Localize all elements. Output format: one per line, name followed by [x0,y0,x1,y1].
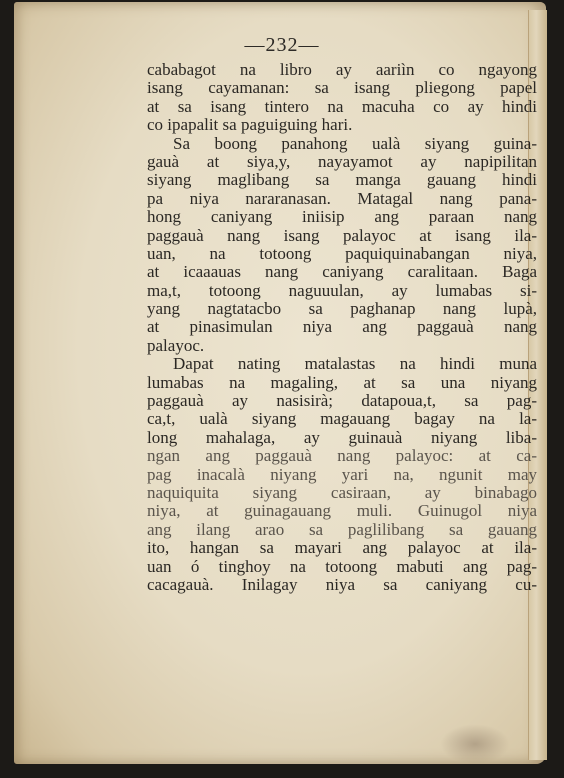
text-line: cacagauà. Inilagay niya sa caniyang cu- [147,574,537,594]
text-line: hong caniyang iniisip ang paraan nang [147,207,537,227]
text-line: pag inacalà niyang yari na, ngunit may [147,464,537,484]
text-line: at sa isang tintero na macuha co ay hindi [147,96,537,116]
text-line: lumabas na magaling, at sa una niyang [147,372,537,392]
text-line: palayoc. [147,335,205,355]
text-line: ito, hangan sa mayari ang palayoc at ila- [147,538,537,558]
text-line: uan, na totoong paquiquinabangan niya, [147,243,537,263]
text-line: paggauà nang isang palayoc at isang ila- [147,225,537,245]
text-line: co ipapalit sa paguiguing hari. [147,115,353,135]
text-line: ang ilang arao sa paglilibang sa gauang [147,519,537,539]
text-line: ma,t, totoong naguuulan, ay lumabas si- [147,280,537,300]
text-line: yang nagtatacbo sa paghanap nang lupà, [147,299,537,319]
text-line: at icaaauas nang caniyang caralitaan. Baga [147,262,537,282]
text-line: paggauà ay nasisirà; datapoua,t, sa pag- [147,391,537,411]
text-line: long mahalaga, ay guinauà niyang liba- [147,427,537,447]
text-line: gauà at siya,y, nayayamot ay napipilitan [147,151,537,171]
text-line: ca,t, ualà siyang magauang bagay na la- [147,409,537,429]
text-line: ngan ang paggauà nang palayoc: at ca- [147,446,537,466]
text-line: Dapat nating matalastas na hindi muna [173,354,537,374]
paper-stain [440,724,510,764]
text-line: cababagot na libro ay aariìn co ngayong [147,60,537,79]
text-line: naquiquita siyang casiraan, ay binabago [147,482,537,502]
text-line: niya, at guinagauang muli. Guinugol niya [147,501,537,521]
text-line: at pinasimulan niya ang paggauà nang [147,317,537,337]
text-line: isang cayamanan: sa isang pliegong papel [147,78,537,98]
text-line: siyang maglibang sa manga gauang hindi [147,170,537,190]
body-text [147,61,537,594]
text-line: uan ó tinghoy na totoong mabuti ang pag- [147,556,537,576]
text-line: pa niya nararanasan. Matagal nang pana- [147,188,537,208]
text-line: Sa boong panahong ualà siyang guina- [173,133,537,153]
page-number: —232— [244,34,320,56]
